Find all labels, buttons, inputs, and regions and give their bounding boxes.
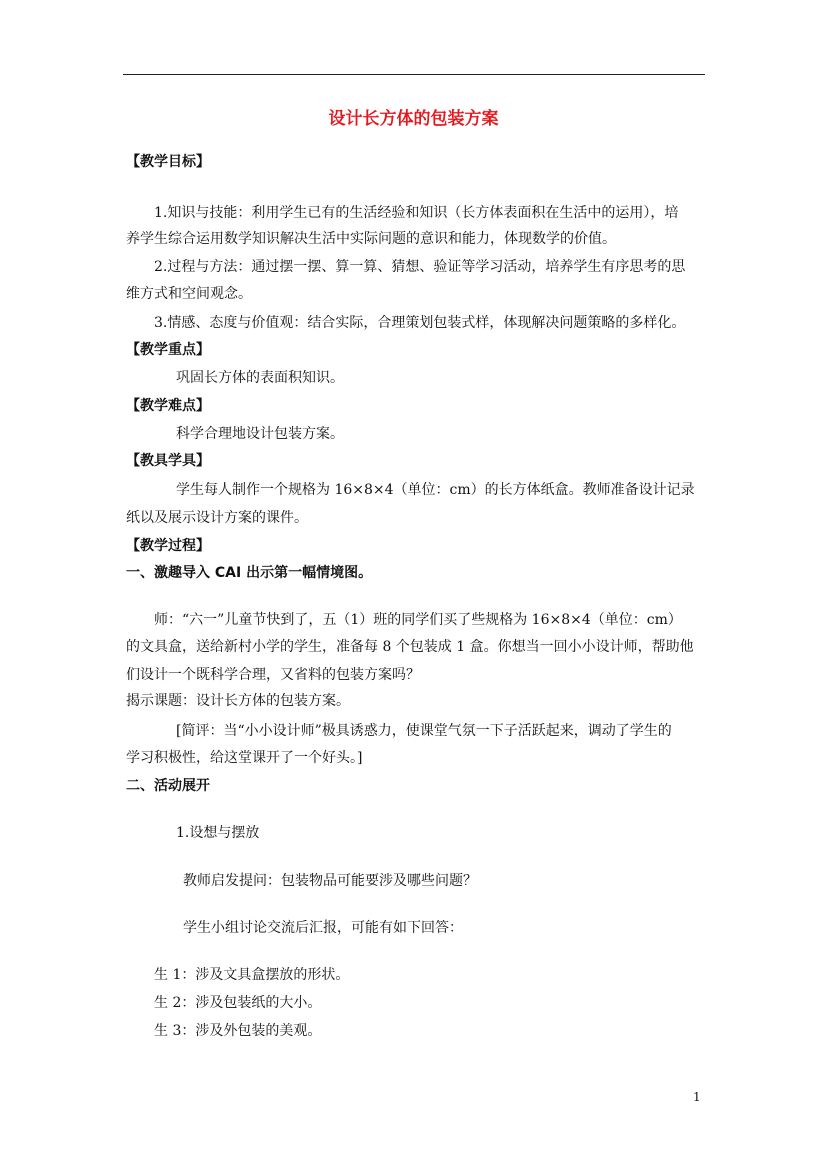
part-1-heading: 一、激趣导入 CAI 出示第一幅情境图。 [126,565,373,581]
reveal-topic: 揭示课题：设计长方体的包装方案。 [126,693,350,709]
objective-2-line-2: 维方式和空间观念。 [126,286,252,302]
objective-1-line-1: 1.知识与技能：利用学生已有的生活经验和知识（长方体表面积在生活中的运用），培 [154,205,679,221]
objectives-heading: 【教学目标】 [126,154,210,170]
student-3-answer: 生 3：涉及外包装的美观。 [154,1023,322,1039]
teacher-line-3: 们设计一个既科学合理，又省料的包装方案吗？ [126,667,420,683]
objective-3: 3.情感、态度与价值观：结合实际，合理策划包装式样，体现解决问题策略的多样化。 [154,315,686,331]
comment-line-1: [简评：当“小小设计师”极具诱惑力，使课堂气氛一下子活跃起来，调动了学生的 [176,723,672,739]
document-title: 设计长方体的包装方案 [328,109,499,129]
objective-2-line-1: 2.过程与方法：通过摆一摆、算一算、猜想、验证等学习活动，培养学生有序思考的思 [154,259,686,275]
teacher-prompt: 教师启发提问：包装物品可能要涉及哪些问题？ [183,873,477,889]
header-rule [123,74,705,75]
materials-line-1: 学生每人制作一个规格为 16×8×4（单位：cm）的长方体纸盒。教师准备设计记录 [176,482,695,498]
difficulties-text: 科学合理地设计包装方案。 [176,426,344,442]
teacher-line-1: 师：“六一”儿童节快到了，五（1）班的同学们买了些规格为 16×8×4（单位：cm） [154,612,682,628]
student-1-answer: 生 1：涉及文具盒摆放的形状。 [154,967,350,983]
page-number: 1 [693,1090,701,1104]
materials-heading: 【教具学具】 [126,453,210,469]
materials-line-2: 纸以及展示设计方案的课件。 [126,510,308,526]
objective-1-line-2: 养学生综合运用数学知识解决生活中实际问题的意识和能力，体现数学的价值。 [126,231,616,247]
key-points-text: 巩固长方体的表面积知识。 [176,370,344,386]
part-2-heading: 二、活动展开 [126,778,210,794]
difficulties-heading: 【教学难点】 [126,398,210,414]
student-report: 学生小组讨论交流后汇报，可能有如下回答： [183,920,463,936]
teacher-line-2: 的文具盒，送给新村小学的学生，准备每 8 个包装成 1 盒。你想当一回小小设计师，帮助他 [126,639,694,655]
student-2-answer: 生 2：涉及包装纸的大小。 [154,995,322,1011]
process-heading: 【教学过程】 [126,538,210,554]
step-1: 1.设想与摆放 [176,825,260,841]
key-points-heading: 【教学重点】 [126,342,210,358]
comment-line-2: 学习积极性，给这堂课开了一个好头。] [126,750,363,766]
